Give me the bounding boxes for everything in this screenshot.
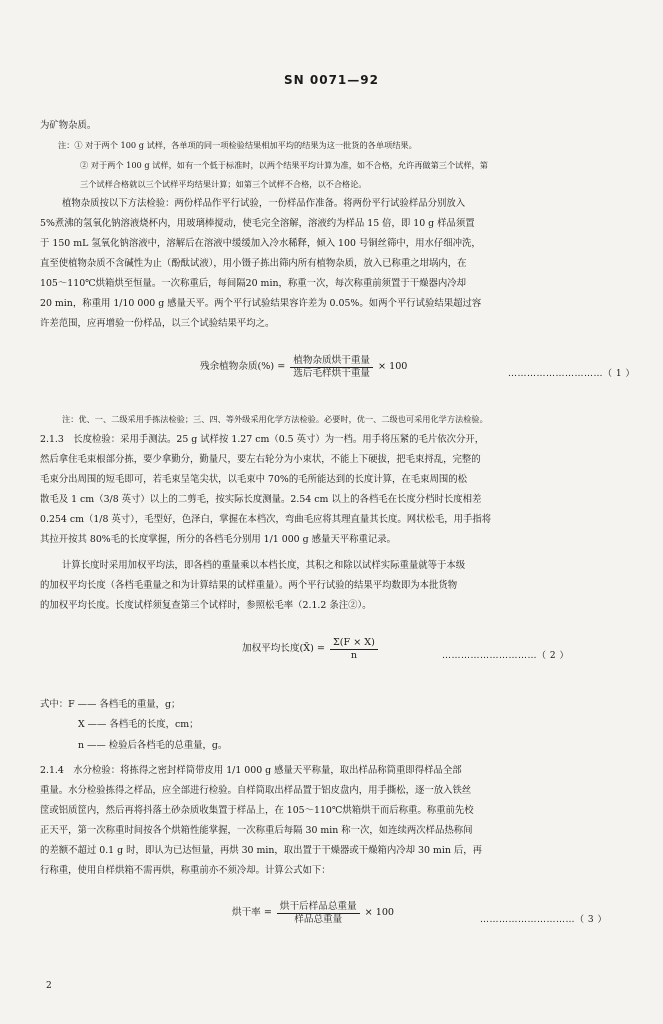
formula-denominator: n: [350, 649, 358, 661]
formula-numerator: 植物杂质烘干重量: [290, 356, 373, 368]
formula-lhs: 残余植物杂质(%) =: [200, 361, 286, 373]
formula-number: …………………………（ 2 ）: [442, 651, 569, 661]
paragraph-line: 2.1.3 长度检验：采用手测法。25 g 试样按 1.27 cm（0.5 英寸）为一档。用手将压紧的毛片依次分开，: [40, 434, 485, 445]
paragraph-line: 直至使植物杂质不含碱性为止（酚酞试液），用小镊子拣出筛内所有植物杂质，放入已称重之坩埚内，在: [40, 258, 467, 269]
formula-lhs: 加权平均长度(X̄) =: [242, 643, 325, 655]
formula-lhs: 烘干率 =: [232, 907, 272, 919]
note-line: ② 对于两个 100 g 试样，如有一个低于标准时，以两个结果平均计算为准，如不合格，允许再做第三个试样，第: [80, 160, 488, 170]
formula-denominator: 选后毛样烘干重量: [293, 367, 371, 379]
paragraph-line: 筐或铝质筐内，然后再将抖落土砂杂质收集置于样品上，在 105～110℃烘箱烘干而后称重。称重前先校: [40, 805, 474, 816]
paragraph-line: 的差额不超过 0.1 g 时，即认为已达恒量，再烘 30 min，取出置于干燥器或干燥箱内冷却 30 min 后，再: [40, 845, 482, 856]
definition-line: X —— 各档毛的长度，cm；: [78, 719, 199, 730]
note-line: 三个试样合格就以三个试样平均结果计算；如第三个试样不合格，以不合格论。: [80, 179, 367, 189]
formula-numerator: Σ(F × X): [330, 638, 378, 650]
formula-numerator: 烘干后样品总重量: [277, 902, 360, 914]
formula-rhs: × 100: [364, 907, 395, 919]
paragraph-line: 重量。水分检验拣得之样品，应全部进行检验。自样筒取出样品置于铝皮盘内，用手撕松，逐一放入铁丝: [40, 785, 472, 796]
page-number: 2: [46, 981, 52, 991]
paragraph-mineral-impurity: 为矿物杂质。: [40, 120, 97, 131]
formula-denominator: 样品总重量: [294, 913, 343, 925]
formula-number: …………………………（ 1 ）: [508, 369, 635, 379]
formula-rhs: × 100: [378, 361, 408, 373]
paragraph-line: 然后拿住毛束根部分拣，要少拿勤分，勤量尺，要左右轮分为小束状，不能上下硬拔，把毛束捋乱，完整的: [40, 454, 481, 465]
formula-2: [242, 638, 383, 660]
paragraph-line: 毛束分出周围的短毛即可，若毛束呈笔尖状，以毛束中 70%的毛所能达到的长度计算，在毛束周围的松: [40, 474, 467, 485]
definition-line: n —— 检验后各档毛的总重量，g。: [78, 740, 228, 751]
formula-number: …………………………（ 3 ）: [480, 915, 607, 925]
formula-3: [232, 902, 394, 924]
formula-1: [200, 356, 407, 378]
paragraph-line: 105～110℃烘箱烘至恒量。一次称重后，每间隔20 min，称重一次，每次称重前须置于干燥器内冷却: [40, 278, 466, 289]
paragraph-line: 2.1.4 水分检验：将拣得之密封样筒带皮用 1/1 000 g 感量天平称量，取出样品称筒重即得样品全部: [40, 765, 462, 776]
paragraph-line: 的加权平均长度。长度试样须复查第三个试样时，参照松毛率（2.1.2 条注②）。: [40, 600, 372, 611]
paragraph-line: 植物杂质按以下方法检验：两份样品作平行试验，一份样品作准备。将两份平行试验样品分别放入: [62, 198, 466, 209]
paragraph-line: 散毛及 1 cm（3/8 英寸）以上的二剪毛，按实际长度测量。2.54 cm 以上的各档毛在长度分档时长度相差: [40, 494, 482, 505]
paragraph-line: 20 min，称重用 1/10 000 g 感量天平。两个平行试验结果容许差为 0.05%。如两个平行试验结果超过容: [40, 298, 482, 309]
note-line: 注：① 对于两个 100 g 试样，各单项的同一项检验结果相加平均的结果为这一批货的各单项结果。: [58, 140, 417, 150]
paragraph-line: 正天平，第一次称重时间按各个烘箱性能掌握，一次称重后每隔 30 min 称一次，如连续两次样品热称间: [40, 825, 473, 836]
formula-fraction: [290, 356, 373, 378]
paragraph-line: 5%煮沸的氢氧化钠溶液烧杯内，用玻璃棒搅动，使毛完全溶解，溶液约为样品 15 倍，即 10 g 样品须置: [40, 218, 475, 229]
note-grading-method: 注：优、一、二级采用手拣法检验；三、四、等外级采用化学方法检验。必要时，优一、二级也可采用化学方法检验。: [62, 414, 488, 424]
paragraph-line: 行称重，使用自样烘箱不需再烘，称重前亦不须冷却。计算公式如下：: [40, 865, 331, 876]
formula-fraction: [330, 638, 378, 660]
formula-fraction: [277, 902, 360, 924]
paragraph-line: 计算长度时采用加权平均法，即各档的重量乘以本档长度，其积之和除以试样实际重量就等于本级: [62, 560, 466, 571]
paragraph-line: 许差范围，应再增验一份样品，以三个试验结果平均之。: [40, 318, 275, 329]
paragraph-line: 其拉开按其 80%毛的长度掌握，所分的各档毛分别用 1/1 000 g 感量天平称重记录。: [40, 534, 396, 545]
paragraph-line: 0.254 cm（1/8 英寸），毛型好，色泽白，掌握在本档次，弯曲毛应将其理直量其长度。网状松毛，用手指将: [40, 514, 492, 525]
standard-code-header: SN 0071—92: [284, 73, 379, 87]
definition-line: 式中：F —— 各档毛的重量，g；: [40, 699, 181, 710]
paragraph-line: 的加权平均长度（各档毛重量之和为计算结果的试样重量）。两个平行试验的结果平均数即为本批货物: [40, 580, 458, 591]
paragraph-line: 于 150 mL 氢氧化钠溶液中，溶解后在溶液中缓缓加入冷水稀释，倾入 100 号铜丝筛中，用水仔细冲洗，: [40, 238, 481, 249]
